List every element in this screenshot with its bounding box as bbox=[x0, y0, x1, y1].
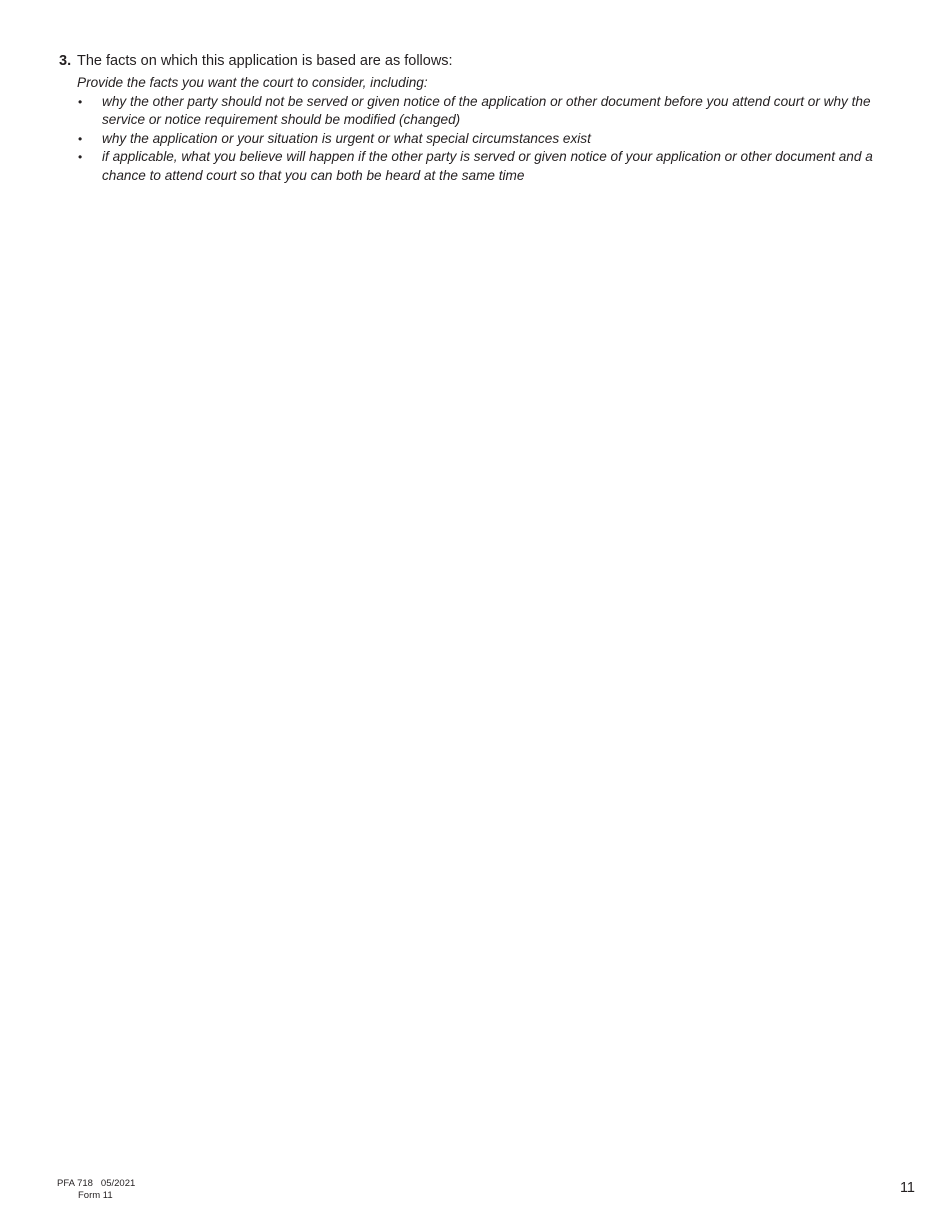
bullet-text: if applicable, what you believe will happen if the other party is served or given notice of your application or other document and a chance to attend court so that you can both be heard at the same time bbox=[102, 149, 873, 183]
facts-section bbox=[59, 52, 899, 185]
bullet-icon: • bbox=[78, 131, 83, 146]
question-text: The facts on which this application is based are as follows: bbox=[77, 53, 453, 69]
form-label: Form 11 bbox=[78, 1189, 113, 1201]
instruction-bullet-list bbox=[77, 93, 899, 186]
form-identifier bbox=[57, 1178, 143, 1190]
bullet-text: why the application or your situation is urgent or what special circumstances exist bbox=[102, 130, 591, 146]
page-number: 11 bbox=[899, 1180, 915, 1196]
form-code: PFA 718 bbox=[57, 1178, 93, 1189]
form-date: 05/2021 bbox=[100, 1178, 136, 1189]
list-item bbox=[77, 148, 899, 185]
bullet-text: why the other party should not be served or given notice of the application or other document before you attend court or why the service or notice requirement should be modified (changed) bbox=[102, 93, 871, 127]
bullet-icon: • bbox=[78, 150, 83, 164]
list-item bbox=[77, 130, 899, 149]
list-item bbox=[77, 93, 899, 130]
bullet-icon: • bbox=[78, 94, 83, 109]
form-footer bbox=[57, 1178, 143, 1201]
question-number: 3. bbox=[59, 53, 72, 69]
instruction-text: Provide the facts you want the court to consider, including: bbox=[77, 75, 428, 90]
question-heading bbox=[59, 52, 899, 71]
